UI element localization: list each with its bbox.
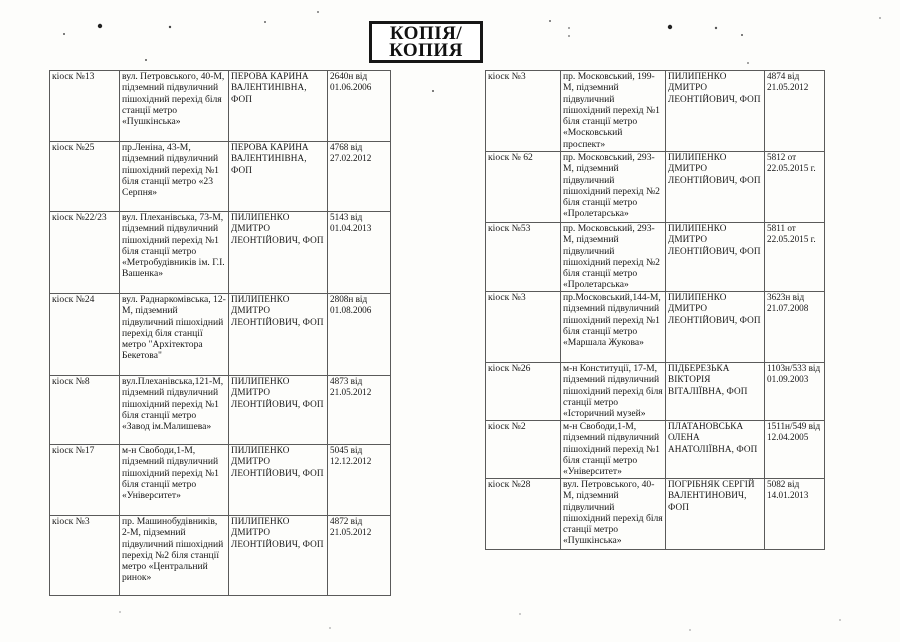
kiosk-name: кіоск №13 [50, 71, 120, 142]
kiosk-owner: ПИЛИПЕНКО ДМИТРО ЛЕОНТІЙОВИЧ, ФОП [666, 152, 765, 223]
kiosk-owner: ПЕРОВА КАРИНА ВАЛЕНТИНІВНА, ФОП [229, 142, 328, 212]
table-row [50, 376, 391, 445]
kiosk-address: м-н Свободи,1-М, підземний підвуличний пішохідний перехід №1 біля станції метро «Університет» [120, 445, 229, 516]
kiosk-name: кіоск №8 [50, 376, 120, 445]
kiosk-name: кіоск №17 [50, 445, 120, 516]
table-row [486, 363, 825, 421]
stamp-line-1: КОПІЯ/ [389, 23, 463, 44]
contract-ref: 2808н від 01.08.2006 [328, 294, 391, 376]
kiosk-table-right [485, 70, 825, 550]
kiosk-owner: ПИЛИПЕНКО ДМИТРО ЛЕОНТІЙОВИЧ, ФОП [229, 212, 328, 294]
kiosk-owner: ПЕРОВА КАРИНА ВАЛЕНТИНІВНА, ФОП [229, 71, 328, 142]
copy-stamp [369, 21, 483, 63]
kiosk-owner: ПОГРІБНЯК СЕРГІЙ ВАЛЕНТИНОВИЧ, ФОП [666, 479, 765, 550]
kiosk-address: м-н Свободи,1-М, підземний підвуличний пішохідний перехід №1 біля станції метро «Університет» [561, 421, 666, 479]
table-row [486, 223, 825, 292]
table-row [486, 71, 825, 152]
kiosk-table-left [49, 70, 391, 596]
kiosk-name: кіоск №28 [486, 479, 561, 550]
table-row [50, 71, 391, 142]
kiosk-name: кіоск № 62 [486, 152, 561, 223]
kiosk-address: вул. Плеханівська, 73-М, підземний підвуличний пішохідний перехід №1 біля станції метро «Метробудівників ім. Г.І. Вашенка» [120, 212, 229, 294]
contract-ref: 4768 від 27.02.2012 [328, 142, 391, 212]
kiosk-address: пр.Леніна, 43-М, підземний підвуличний пішохідний перехід №1 біля станції метро «23 Серпня» [120, 142, 229, 212]
contract-ref: 5082 від 14.01.2013 [765, 479, 825, 550]
kiosk-owner: ПИЛИПЕНКО ДМИТРО ЛЕОНТІЙОВИЧ, ФОП [229, 376, 328, 445]
kiosk-address: м-н Конституції, 17-М, підземний підвуличний пішохідний перехід біля станції метро «Історичний музей» [561, 363, 666, 421]
kiosk-address: пр. Машинобудівників, 2-М, підземний підвуличний пішохідний перехід №2 біля станції метро «Центральний ринок» [120, 516, 229, 596]
contract-ref: 5811 от 22.05.2015 г. [765, 223, 825, 292]
contract-ref: 5143 від 01.04.2013 [328, 212, 391, 294]
contract-ref: 2640н від 01.06.2006 [328, 71, 391, 142]
table-row [486, 479, 825, 550]
contract-ref: 1511н/549 від 12.04.2005 [765, 421, 825, 479]
contract-ref: 4874 від 21.05.2012 [765, 71, 825, 152]
kiosk-owner: ПИЛИПЕНКО ДМИТРО ЛЕОНТІЙОВИЧ, ФОП [666, 292, 765, 363]
kiosk-name: кіоск №22/23 [50, 212, 120, 294]
contract-ref: 5812 от 22.05.2015 г. [765, 152, 825, 223]
kiosk-owner: ПИЛИПЕНКО ДМИТРО ЛЕОНТІЙОВИЧ, ФОП [666, 223, 765, 292]
kiosk-name: кіоск №25 [50, 142, 120, 212]
contract-ref: 4873 від 21.05.2012 [328, 376, 391, 445]
contract-ref: 4872 від 21.05.2012 [328, 516, 391, 596]
contract-ref: 1103н/533 від 01.09.2003 [765, 363, 825, 421]
kiosk-owner: ПИЛИПЕНКО ДМИТРО ЛЕОНТІЙОВИЧ, ФОП [666, 71, 765, 152]
kiosk-name: кіоск №3 [50, 516, 120, 596]
kiosk-owner: ПИЛИПЕНКО ДМИТРО ЛЕОНТІЙОВИЧ, ФОП [229, 516, 328, 596]
kiosk-address: пр. Московський, 199-М, підземний підвуличний пішохідний перехід №1 біля станції метро «Московський проспект» [561, 71, 666, 152]
kiosk-address: пр. Московський, 293-М, підземний підвуличний пішохідний перехід №2 біля станції метро «Пролетарська» [561, 223, 666, 292]
kiosk-name: кіоск №53 [486, 223, 561, 292]
kiosk-name: кіоск №24 [50, 294, 120, 376]
table-row [50, 212, 391, 294]
table-row [50, 294, 391, 376]
table-row [50, 142, 391, 212]
kiosk-owner: ПЛАТАНОВСЬКА ОЛЕНА АНАТОЛІЇВНА, ФОП [666, 421, 765, 479]
table-row [50, 445, 391, 516]
kiosk-owner: ПИЛИПЕНКО ДМИТРО ЛЕОНТІЙОВИЧ, ФОП [229, 294, 328, 376]
table-row [486, 292, 825, 363]
kiosk-address: вул. Петровського, 40-М, підземний підвуличний пішохідний перехід біля станції метро «Пушкінська» [120, 71, 229, 142]
kiosk-name: кіоск №2 [486, 421, 561, 479]
kiosk-name: кіоск №3 [486, 71, 561, 152]
kiosk-address: пр. Московський, 293-М, підземний підвуличний пішохідний перехід №2 біля станції метро «Пролетарська» [561, 152, 666, 223]
kiosk-owner: ПІДБЕРЕЗЬКА ВІКТОРІЯ ВІТАЛІЇВНА, ФОП [666, 363, 765, 421]
kiosk-address: вул. Раднаркомівська, 12-М, підземний підвуличний пішохідний перехід біля станції метро "Архітектора Бекетова" [120, 294, 229, 376]
stamp-line-2: КОПИЯ [389, 40, 463, 61]
kiosk-name: кіоск №26 [486, 363, 561, 421]
contract-ref: 5045 від 12.12.2012 [328, 445, 391, 516]
table-row [50, 516, 391, 596]
kiosk-name: кіоск №3 [486, 292, 561, 363]
kiosk-address: вул.Плеханівська,121-М, підземний підвуличний пішохідний перехід №1 біля станції метро «Завод ім.Малишева» [120, 376, 229, 445]
table-row [486, 152, 825, 223]
contract-ref: 3623н від 21.07.2008 [765, 292, 825, 363]
table-row [486, 421, 825, 479]
kiosk-address: вул. Петровського, 40-М, підземний підвуличний пішохідний перехід біля станції метро «Пушкінська» [561, 479, 666, 550]
kiosk-address: пр.Московський,144-М, підземний підвуличний пішохідний перехід №1 біля станції метро «Маршала Жукова» [561, 292, 666, 363]
kiosk-owner: ПИЛИПЕНКО ДМИТРО ЛЕОНТІЙОВИЧ, ФОП [229, 445, 328, 516]
